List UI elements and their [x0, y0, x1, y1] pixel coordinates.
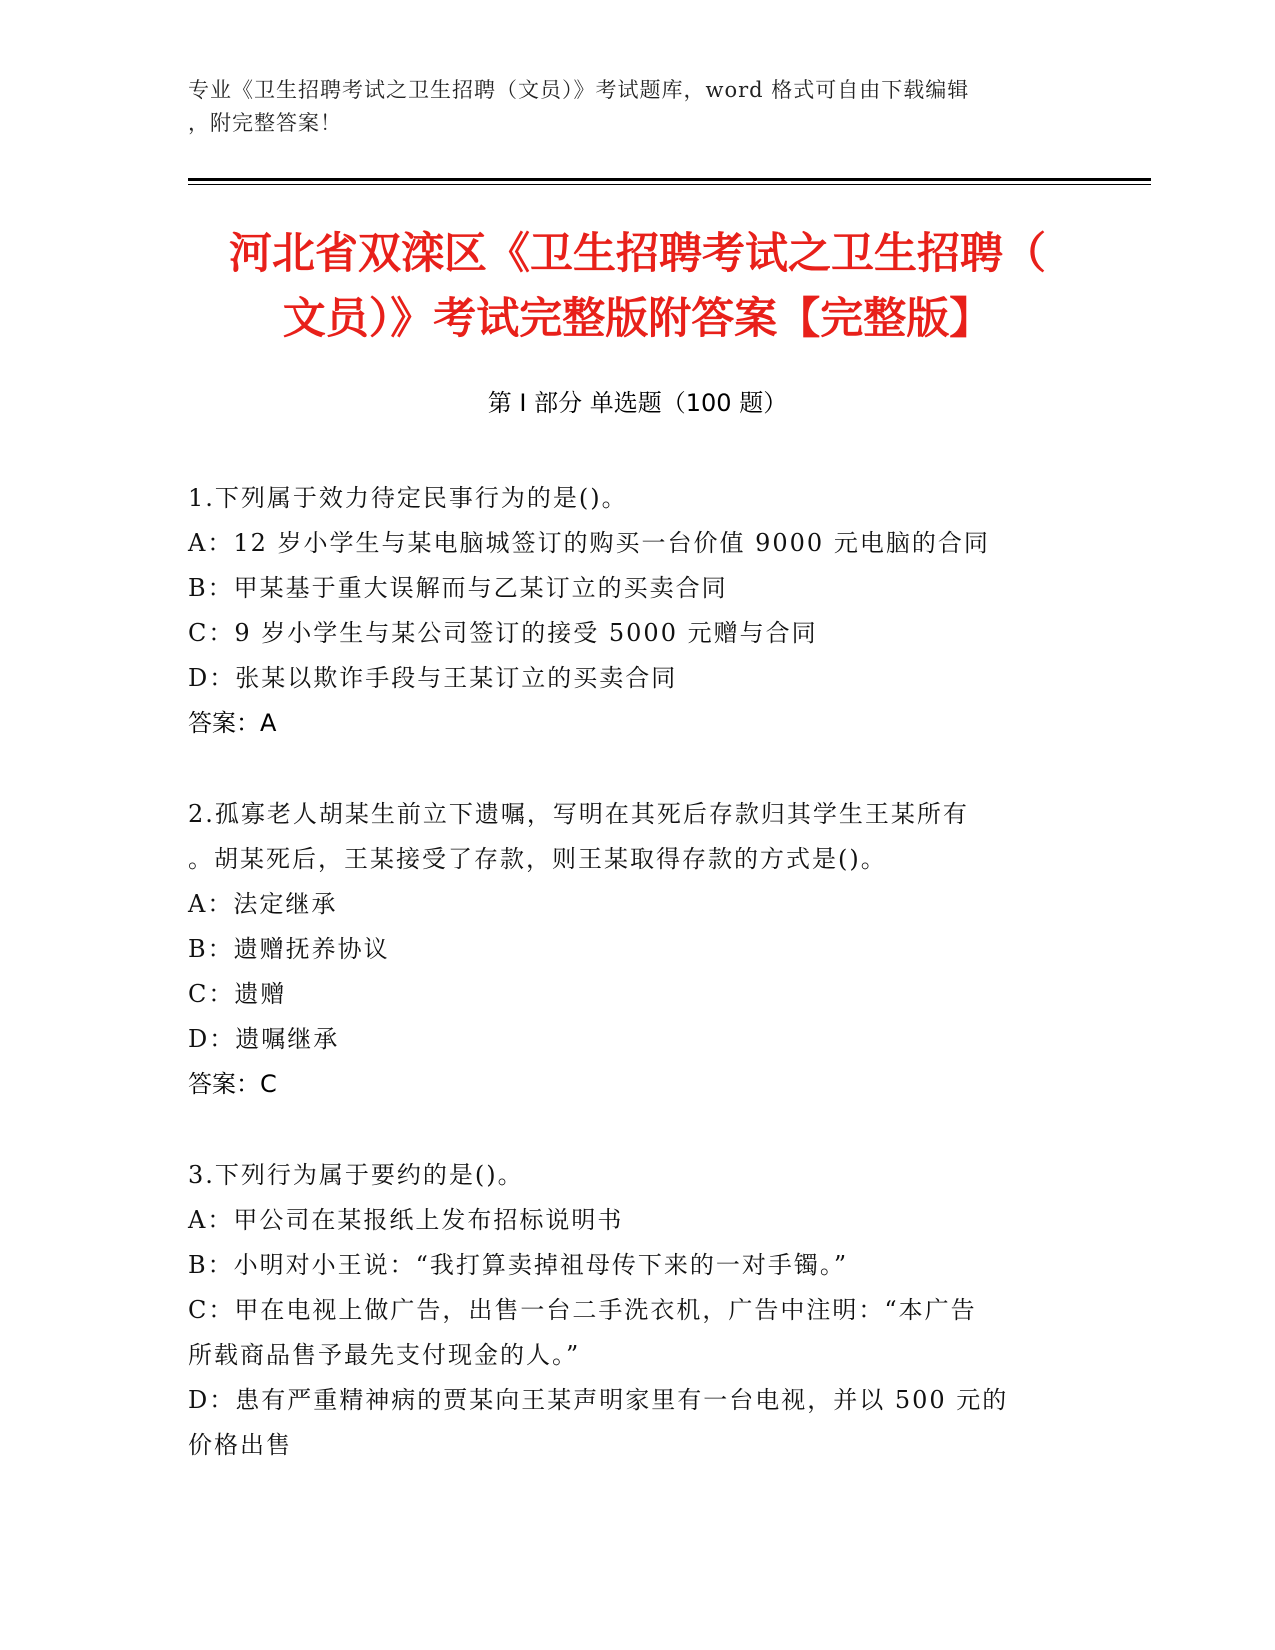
header-rule-thick [188, 178, 1151, 181]
document-title [150, 222, 1125, 352]
option-c-continued: 所载商品售予最先支付现金的人。” [188, 1341, 581, 1369]
option-b: B：甲某基于重大误解而与乙某订立的买卖合同 [188, 574, 728, 602]
question-stem: 2.孤寡老人胡某生前立下遗嘱，写明在其死后存款归其学生王某所有 [188, 800, 969, 828]
document-title-line: 文员）》考试完整版附答案【完整版】 [282, 294, 993, 344]
question-list [188, 476, 1088, 1514]
option-d: D：遗嘱继承 [188, 1025, 340, 1053]
option-c: C：甲在电视上做广告，出售一台二手洗衣机，广告中注明：“本广告 [188, 1296, 977, 1324]
option-a: A：法定继承 [188, 890, 338, 918]
section-title: 第 I 部分 单选题（100 题） [487, 389, 788, 417]
question-item [188, 792, 1088, 1107]
document-title-line: 河北省双滦区《卫生招聘考试之卫生招聘（ [229, 229, 1046, 279]
option-d: D：张某以欺诈手段与王某订立的买卖合同 [188, 664, 678, 692]
header-note-line: ，附完整答案！ [188, 111, 342, 135]
question-item [188, 476, 1088, 746]
question-stem: 。胡某死后，王某接受了存款，则王某取得存款的方式是()。 [188, 845, 887, 873]
header-rule-thin [188, 184, 1151, 185]
option-b: B：小明对小王说：“我打算卖掉祖母传下来的一对手镯。” [188, 1251, 849, 1279]
header-note [188, 74, 1068, 140]
option-a: A：甲公司在某报纸上发布招标说明书 [188, 1206, 624, 1234]
option-d: D：患有严重精神病的贾某向王某声明家里有一台电视，并以 500 元的 [188, 1386, 1009, 1414]
answer-label: 答案：A [188, 709, 277, 737]
option-a: A：12 岁小学生与某电脑城签订的购买一台价值 9000 元电脑的合同 [188, 529, 990, 557]
question-item [188, 1153, 1088, 1468]
option-d-continued: 价格出售 [188, 1431, 292, 1459]
option-b: B：遗赠抚养协议 [188, 935, 390, 963]
answer-label: 答案：C [188, 1070, 277, 1098]
option-c: C：遗赠 [188, 980, 287, 1008]
header-note-line: 专业《卫生招聘考试之卫生招聘（文员）》考试题库，word 格式可自由下载编辑 [188, 78, 970, 102]
option-c: C：9 岁小学生与某公司签订的接受 5000 元赠与合同 [188, 619, 818, 647]
question-stem: 3.下列行为属于要约的是()。 [188, 1161, 524, 1189]
question-stem: 1.下列属于效力待定民事行为的是()。 [188, 484, 628, 512]
